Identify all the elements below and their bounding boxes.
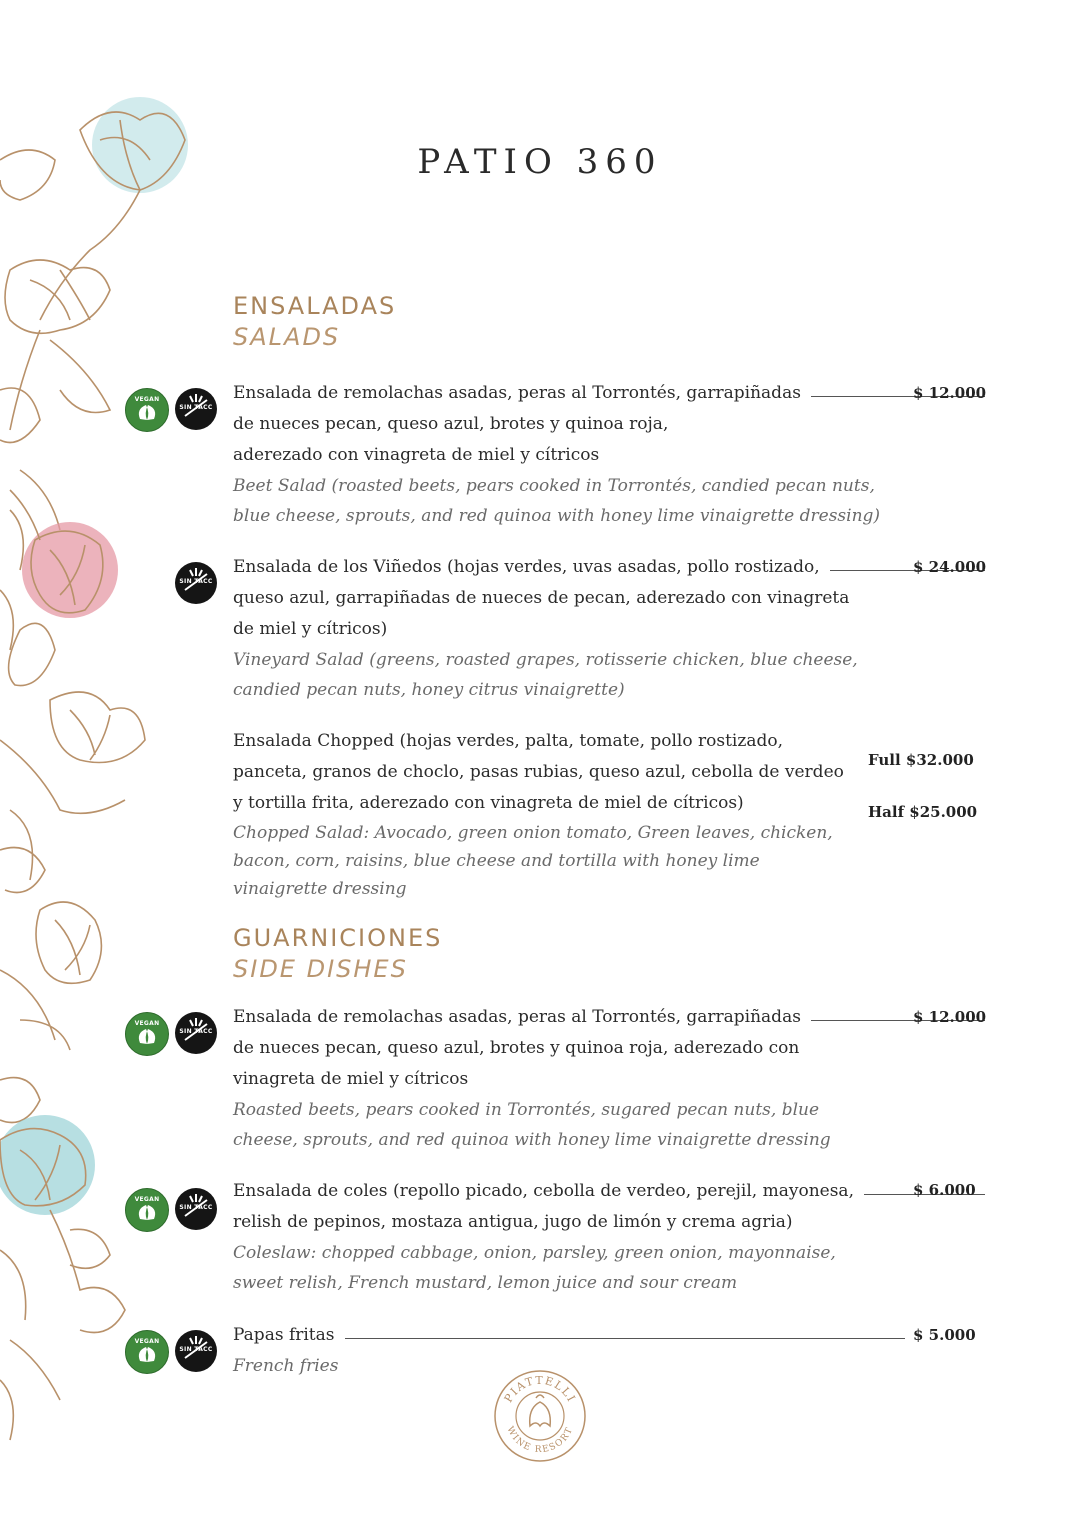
item-description-en: sweet relish, French mustard, lemon juice and sour cream	[233, 1273, 738, 1293]
item-description-en: Vineyard Salad (greens, roasted grapes, rotisserie chicken, blue cheese,	[233, 650, 858, 670]
item-description-es: aderezado con vinagreta de miel y cítricos	[233, 445, 600, 465]
item-description-en: French fries	[233, 1356, 339, 1376]
item-description-en: candied pecan nuts, honey citrus vinaigrette)	[233, 680, 625, 700]
item-name-es: Ensalada Chopped (hojas verdes, palta, tomate, pollo rostizado,	[233, 731, 783, 751]
item-description-es: de nueces pecan, queso azul, brotes y quinoa roja, aderezado con	[233, 1038, 800, 1058]
dietary-badges	[125, 1012, 225, 1056]
item-name-es: Ensalada de remolachas asadas, peras al Torrontés, garrapiñadas	[233, 383, 801, 403]
item-description-en: vinaigrette dressing	[233, 879, 407, 899]
item-description-en: Chopped Salad: Avocado, green onion tomato, Green leaves, chicken,	[233, 823, 833, 843]
item-description-en: Roasted beets, pears cooked in Torrontés, sugared pecan nuts, blue	[233, 1100, 820, 1120]
menu-item	[233, 552, 858, 705]
gluten-free-icon: SIN TACC	[175, 562, 217, 604]
item-name-es: Ensalada de coles (repollo picado, cebolla de verdeo, perejil, mayonesa,	[233, 1181, 854, 1201]
floral-border-illustration	[0, 90, 200, 1450]
menu-item	[233, 378, 881, 531]
item-price: $ 24.000	[913, 558, 987, 576]
item-description-en: cheese, sprouts, and red quinoa with honey lime vinaigrette dressing	[233, 1130, 831, 1150]
dietary-badges	[125, 388, 225, 432]
item-description-en: bacon, corn, raisins, blue cheese and tortilla with honey lime	[233, 851, 760, 871]
gluten-free-icon: SIN TACC	[175, 388, 217, 430]
item-description-en: blue cheese, sprouts, and red quinoa with honey lime vinaigrette dressing)	[233, 506, 881, 526]
item-price: $ 6.000	[913, 1181, 976, 1199]
piattelli-logo	[492, 1368, 588, 1464]
menu-item	[233, 1176, 854, 1298]
vegan-icon: VEGAN	[125, 388, 169, 432]
vegan-icon: VEGAN	[125, 1330, 169, 1374]
item-name-es: Ensalada de remolachas asadas, peras al Torrontés, garrapiñadas	[233, 1007, 801, 1027]
item-description-es: panceta, granos de choclo, pasas rubias, queso azul, cebolla de verdeo	[233, 762, 844, 782]
item-price: $ 5.000	[913, 1326, 976, 1344]
item-price-half: Half $25.000	[868, 803, 978, 821]
item-description-es: relish de pepinos, mostaza antigua, jugo de limón y crema agria)	[233, 1212, 793, 1232]
item-price: $ 12.000	[913, 1008, 987, 1026]
svg-text:WINE RESORT: WINE RESORT	[504, 1425, 576, 1456]
section-subheading-salads: SALADS	[233, 323, 341, 351]
item-description-en: Beet Salad (roasted beets, pears cooked in Torrontés, candied pecan nuts,	[233, 476, 875, 496]
gluten-free-icon: SIN TACC	[175, 1188, 217, 1230]
item-description-en: Coleslaw: chopped cabbage, onion, parsley, green onion, mayonnaise,	[233, 1243, 836, 1263]
item-description-es: y tortilla frita, aderezado con vinagreta de miel de cítricos)	[233, 793, 744, 813]
item-description-es: vinagreta de miel y cítricos	[233, 1069, 469, 1089]
price-leader-line	[345, 1338, 905, 1339]
svg-text:PIATTELLI: PIATTELLI	[501, 1373, 579, 1405]
section-heading-ensaladas: ENSALADAS	[233, 292, 397, 320]
menu-item	[233, 1002, 843, 1155]
section-heading-guarniciones: GUARNICIONES	[233, 924, 443, 952]
item-description-es: de miel y cítricos)	[233, 619, 388, 639]
section-subheading-side-dishes: SIDE DISHES	[233, 955, 408, 983]
gluten-free-icon: SIN TACC	[175, 1012, 217, 1054]
dietary-badges	[125, 562, 225, 606]
item-description-es: de nueces pecan, queso azul, brotes y quinoa roja,	[233, 414, 669, 434]
item-price: $ 12.000	[913, 384, 987, 402]
item-name-es: Papas fritas	[233, 1325, 335, 1345]
vegan-icon: VEGAN	[125, 1188, 169, 1232]
gluten-free-icon: SIN TACC	[175, 1330, 217, 1372]
dietary-badges	[125, 1330, 225, 1374]
item-description-es: queso azul, garrapiñadas de nueces de pecan, aderezado con vinagreta	[233, 588, 850, 608]
menu-item	[233, 726, 843, 903]
page-title: PATIO 360	[417, 142, 663, 182]
vegan-icon: VEGAN	[125, 1012, 169, 1056]
item-price-full: Full $32.000	[868, 751, 974, 769]
dietary-badges	[125, 1188, 225, 1232]
item-name-es: Ensalada de los Viñedos (hojas verdes, uvas asadas, pollo rostizado,	[233, 557, 820, 577]
